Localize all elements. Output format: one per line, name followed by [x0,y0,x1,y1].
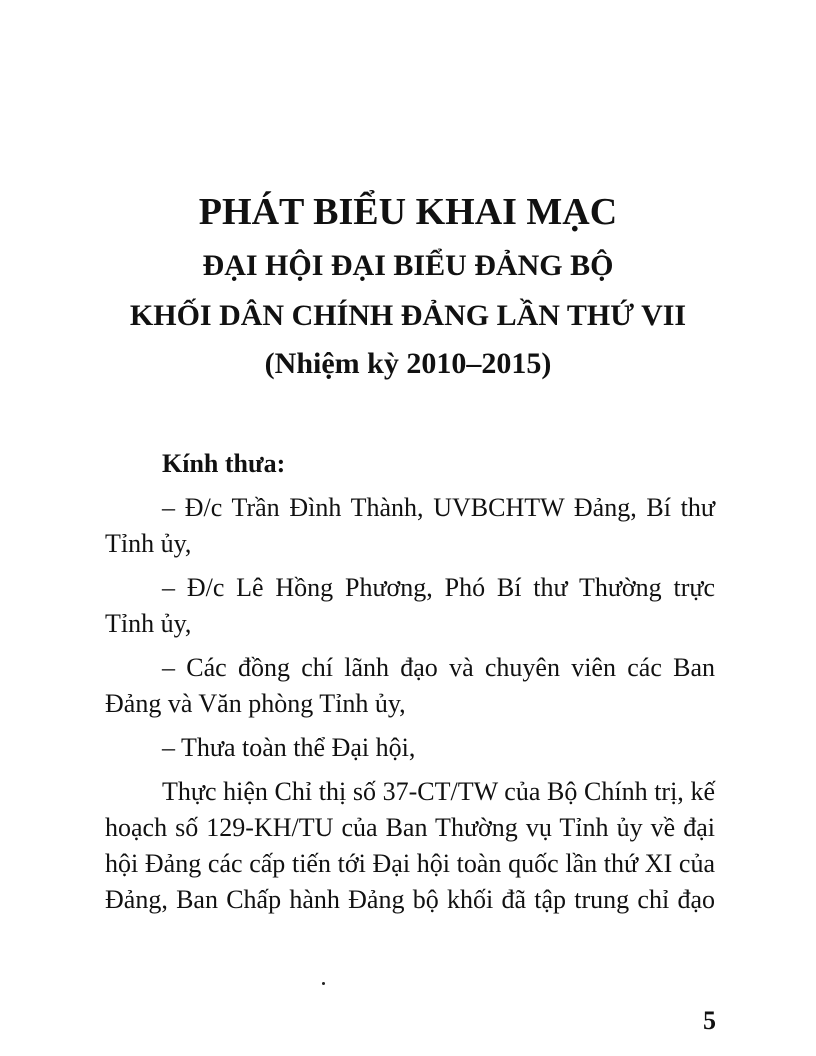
term-line: (Nhiệm kỳ 2010–2015) [264,347,552,380]
subtitle-line-2: KHỐI DÂN CHÍNH ĐẢNG LẦN THỨ VII [129,299,687,332]
body-paragraph: Thực hiện Chỉ thị số 37-CT/TW của Bộ Chính trị, kế hoạch số 129-KH/TU của Ban Thường vụ Tỉnh ủy về đại hội Đảng các cấp tiến tới Đại hội toàn quốc lần thứ XI của Đảng, Ban Chấp hành Đảng bộ khối đã tập trung chỉ đạo [105,777,715,914]
body-text [105,446,715,918]
address-line-1: – Đ/c Trần Đình Thành, UVBCHTW Đảng, Bí thư Tỉnh ủy, [105,493,715,558]
page-number: 5 [703,1006,716,1035]
address-line-3: – Các đồng chí lãnh đạo và chuyên viên các Ban Đảng và Văn phòng Tỉnh ủy, [105,653,715,718]
page-title: PHÁT BIỂU KHAI MẠC [198,191,618,233]
greeting: Kính thưa: [162,449,286,478]
scan-speck [322,982,325,985]
subtitle-line-1: ĐẠI HỘI ĐẠI BIỂU ĐẢNG BỘ [202,249,614,282]
address-line-2: – Đ/c Lê Hồng Phương, Phó Bí thư Thường trực Tỉnh ủy, [105,573,715,638]
address-line-4: – Thưa toàn thể Đại hội, [162,733,416,762]
